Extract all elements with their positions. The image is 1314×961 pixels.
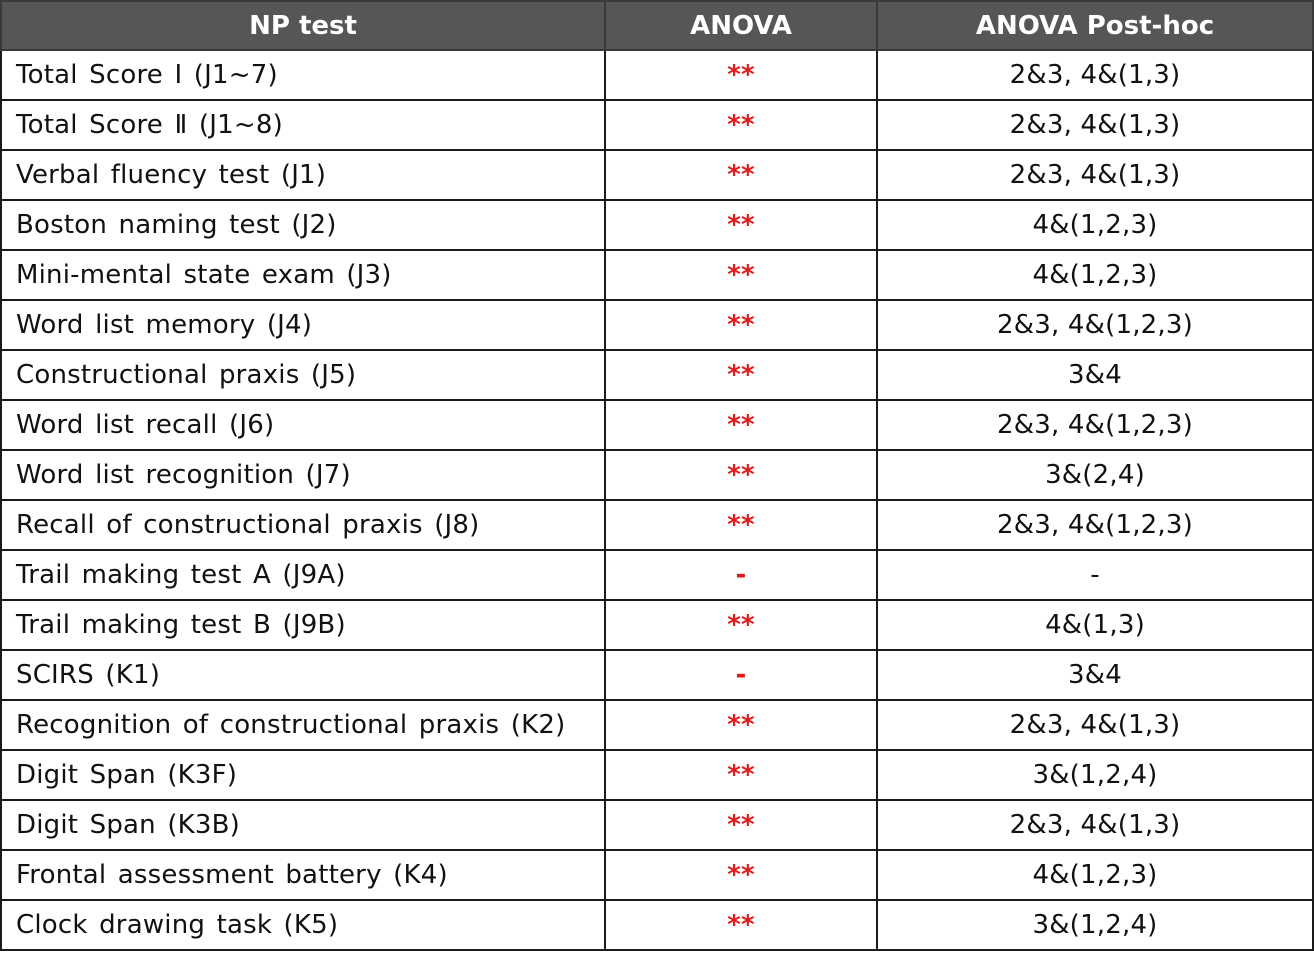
table-row — [1, 500, 1313, 550]
table-row — [1, 750, 1313, 800]
table-row — [1, 400, 1313, 450]
table-row — [1, 700, 1313, 750]
table-row — [1, 350, 1313, 400]
table-row — [1, 850, 1313, 900]
table-row — [1, 450, 1313, 500]
anova-posthoc-result: 4&(1,2,3) — [877, 850, 1313, 900]
np-test-name: Trail making test B (J9B) — [1, 600, 605, 650]
anova-posthoc-result: 2&3, 4&(1,2,3) — [877, 300, 1313, 350]
np-test-name: Clock drawing task (K5) — [1, 900, 605, 950]
header-anova: ANOVA — [605, 1, 877, 50]
np-test-name: Word list recall (J6) — [1, 400, 605, 450]
anova-significance: - — [605, 650, 877, 700]
table-row — [1, 150, 1313, 200]
anova-significance: ** — [605, 350, 877, 400]
anova-significance: ** — [605, 450, 877, 500]
anova-posthoc-result: 3&(1,2,4) — [877, 900, 1313, 950]
np-test-name: Recall of constructional praxis (J8) — [1, 500, 605, 550]
table-row — [1, 550, 1313, 600]
np-test-name: Boston naming test (J2) — [1, 200, 605, 250]
anova-posthoc-result: 4&(1,2,3) — [877, 250, 1313, 300]
anova-posthoc-result: 2&3, 4&(1,3) — [877, 100, 1313, 150]
header-row — [1, 1, 1313, 50]
anova-posthoc-result: 3&4 — [877, 350, 1313, 400]
np-test-name: Total Score Ⅰ (J1~7) — [1, 50, 605, 100]
np-test-name: Constructional praxis (J5) — [1, 350, 605, 400]
anova-significance: ** — [605, 300, 877, 350]
anova-posthoc-result: 4&(1,2,3) — [877, 200, 1313, 250]
table-row — [1, 800, 1313, 850]
anova-posthoc-result: 2&3, 4&(1,3) — [877, 150, 1313, 200]
header-np-test: NP test — [1, 1, 605, 50]
anova-posthoc-result: 2&3, 4&(1,3) — [877, 700, 1313, 750]
np-test-name: Word list recognition (J7) — [1, 450, 605, 500]
np-test-name: Digit Span (K3B) — [1, 800, 605, 850]
header-anova-posthoc: ANOVA Post-hoc — [877, 1, 1313, 50]
anova-posthoc-result: 2&3, 4&(1,3) — [877, 50, 1313, 100]
table-row — [1, 600, 1313, 650]
anova-significance: ** — [605, 900, 877, 950]
anova-significance: ** — [605, 50, 877, 100]
anova-significance: ** — [605, 850, 877, 900]
anova-significance: ** — [605, 100, 877, 150]
anova-posthoc-result: 3&(2,4) — [877, 450, 1313, 500]
anova-posthoc-result: 3&4 — [877, 650, 1313, 700]
np-test-name: Digit Span (K3F) — [1, 750, 605, 800]
np-test-name: Trail making test A (J9A) — [1, 550, 605, 600]
anova-posthoc-result: 3&(1,2,4) — [877, 750, 1313, 800]
anova-posthoc-result: 2&3, 4&(1,2,3) — [877, 500, 1313, 550]
anova-significance: ** — [605, 150, 877, 200]
np-test-name: Mini-mental state exam (J3) — [1, 250, 605, 300]
np-test-name: SCIRS (K1) — [1, 650, 605, 700]
table-row — [1, 200, 1313, 250]
np-test-name: Total Score Ⅱ (J1~8) — [1, 100, 605, 150]
table-row — [1, 50, 1313, 100]
anova-posthoc-result: 2&3, 4&(1,3) — [877, 800, 1313, 850]
table-row — [1, 900, 1313, 950]
anova-posthoc-result: 2&3, 4&(1,2,3) — [877, 400, 1313, 450]
table-body — [1, 50, 1313, 950]
anova-significance: - — [605, 550, 877, 600]
table-row — [1, 250, 1313, 300]
anova-significance: ** — [605, 250, 877, 300]
anova-significance: ** — [605, 200, 877, 250]
anova-posthoc-result: 4&(1,3) — [877, 600, 1313, 650]
anova-posthoc-result: - — [877, 550, 1313, 600]
table-row — [1, 100, 1313, 150]
anova-significance: ** — [605, 750, 877, 800]
table-row — [1, 650, 1313, 700]
anova-significance: ** — [605, 800, 877, 850]
anova-significance: ** — [605, 700, 877, 750]
table-header — [1, 1, 1313, 50]
anova-significance: ** — [605, 400, 877, 450]
table-row — [1, 300, 1313, 350]
np-test-name: Verbal fluency test (J1) — [1, 150, 605, 200]
anova-significance: ** — [605, 600, 877, 650]
np-test-name: Frontal assessment battery (K4) — [1, 850, 605, 900]
anova-significance: ** — [605, 500, 877, 550]
np-test-name: Word list memory (J4) — [1, 300, 605, 350]
np-test-name: Recognition of constructional praxis (K2) — [1, 700, 605, 750]
